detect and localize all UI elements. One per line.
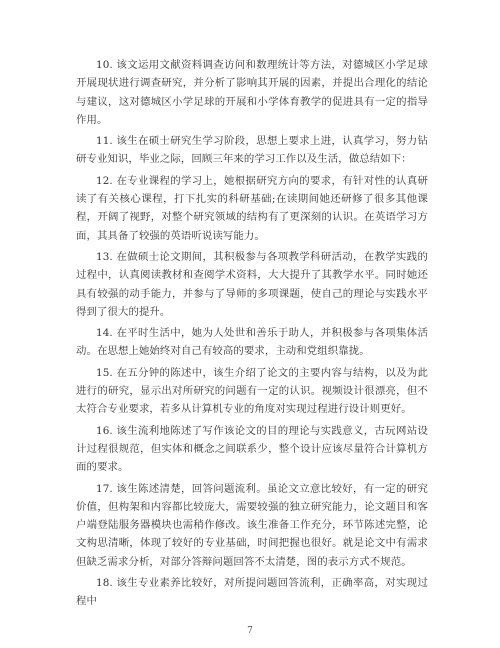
paragraph-16: 16. 该生流利地陈述了写作该论文的目的理论与实践意义，古玩网站设计过程很规范，但实体和概念之间联系少，整个设计应该尽量符合计算机方面的要求。 xyxy=(76,424,428,474)
paragraph-13: 13. 在做硕士论文期间，其积极参与各项教学科研活动，在教学实践的过程中，认真阅读教材和查阅学术资料，大大提升了其教学水平。同时她还具有较强的动手能力，并参与了导师的多项课题，使自己的理论与实践水平得到了很大的提升。 xyxy=(76,250,428,318)
paragraph-18: 18. 该生专业素养比较好，对所提问题回答流利，正确率高，对实现过程中 xyxy=(76,577,428,608)
paragraph-11: 11. 该生在硕士研究生学习阶段，思想上要求上进，认真学习，努力钻研专业知识，毕业之际，回顾三年来的学习工作以及生活，做总结如下： xyxy=(76,135,428,166)
paragraph-14: 14. 在平时生活中，她为人处世和善乐于助人，并积极参与各项集体活动。在思想上她始终对自己有较高的要求，主动和党组织靠拢。 xyxy=(76,327,428,358)
paragraph-10: 10. 该文运用文献资料调查访问和数理统计等方法，对德城区小学足球开展现状进行调查研究，并分析了影响其开展的因素，并提出合理化的结论与建议，这对德城区小学足球的开展和小学体育教学的促进具有一定的指导作用。 xyxy=(76,59,428,126)
document-body xyxy=(76,56,428,614)
paragraph-12: 12. 在专业课程的学习上，她根据研究方向的要求，有针对性的认真研读了有关核心课程，打下扎实的科研基础;在读期间她还研修了很多其他课程，开阔了视野，对整个研究领域的结构有了更深刻的认识。在英语学习方面，其具备了较强的英语听说读写能力。 xyxy=(76,174,428,242)
page-number: 7 xyxy=(247,626,253,636)
paragraph-15: 15. 在五分钟的陈述中，该生介绍了论文的主要内容与结构，以及为此进行的研究，显示出对所研究的问题有一定的认识。视频设计很漂亮，但不太符合专业要求，若多从计算机专业的角度对实现过程进行设计则更好。 xyxy=(76,366,428,416)
paragraph-17: 17. 该生陈述清楚，回答问题流利。虽论文立意比较好，有一定的研究价值，但构架和内容都比较庞大，需要较强的独立研究能力，论文题目和客户端登陆服务器模块也需稍作修改。该生准备工作充分，环节陈述完整，论文构思清晰，体现了较好的专业基础，时间把握也很好。就是论文中有需求但缺乏需求分析，对部分答辩问题回答不太清楚，图的表示方式不规范。 xyxy=(76,482,428,568)
